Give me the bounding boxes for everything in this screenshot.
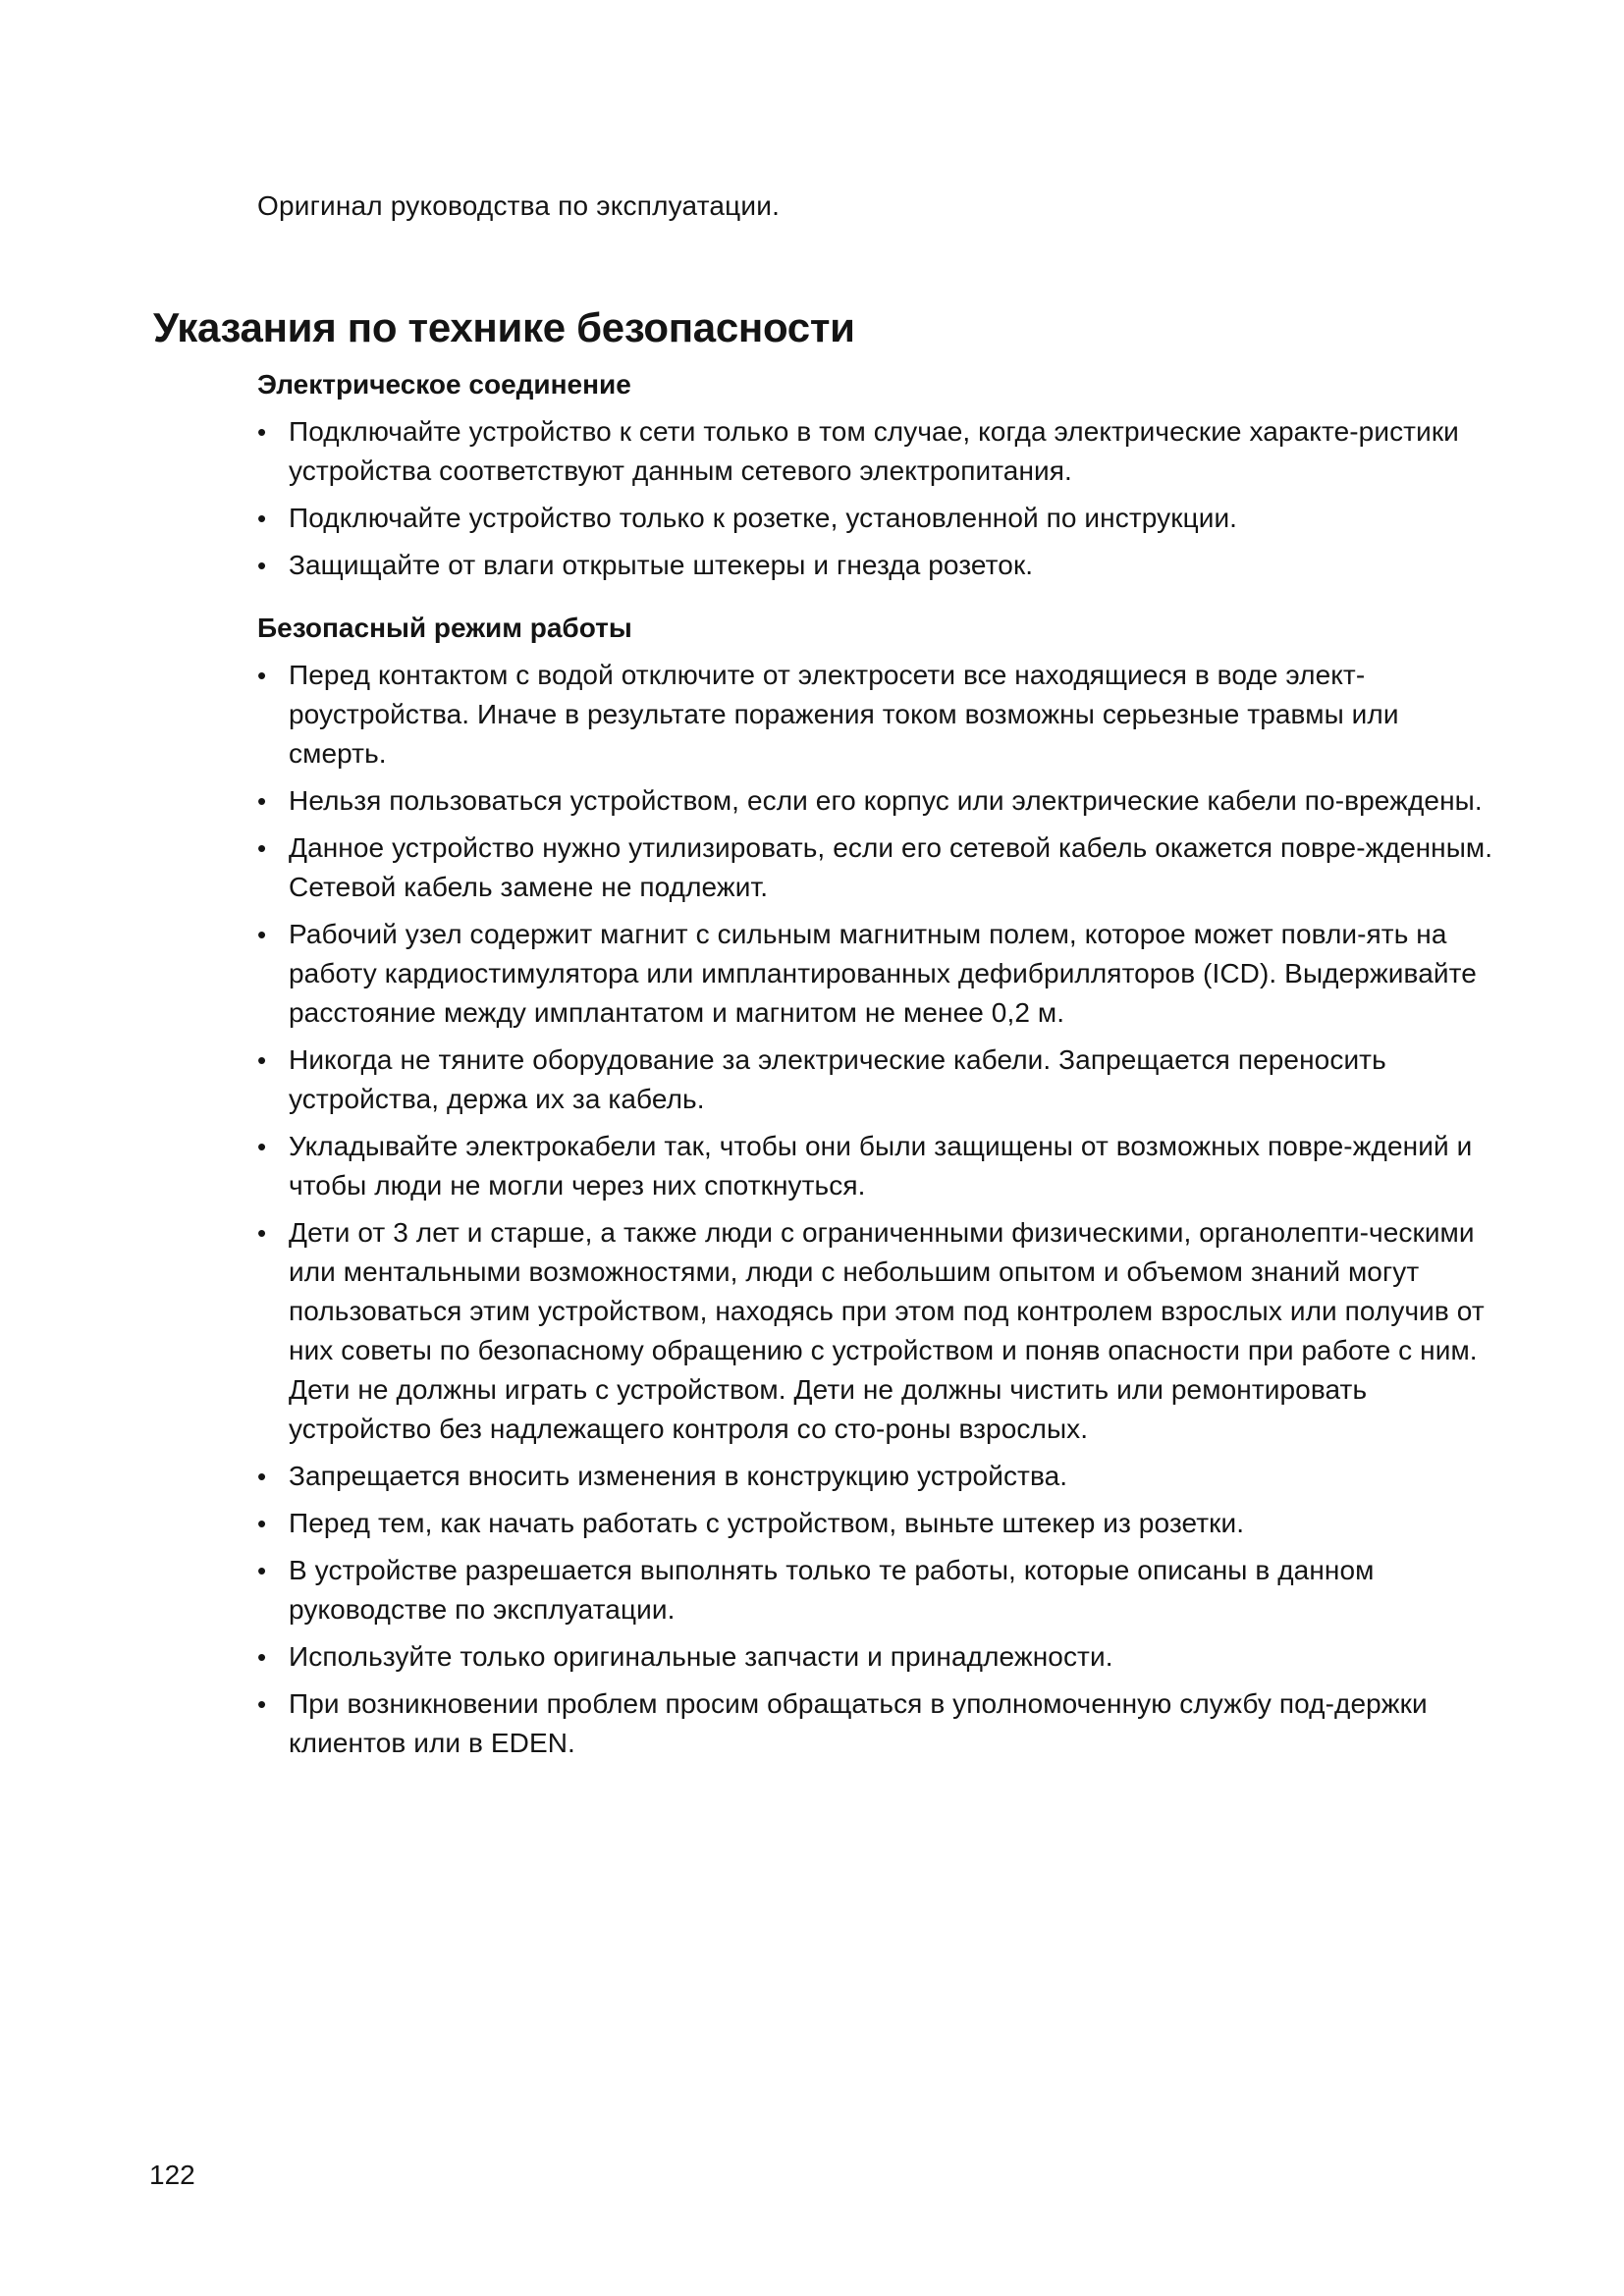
bullet-icon: •	[257, 1462, 267, 1491]
bullet-icon: •	[257, 1509, 267, 1538]
list-item	[257, 781, 1494, 821]
list-item	[257, 1504, 1494, 1543]
section-electrical-connection	[257, 365, 1494, 593]
bullet-icon: •	[257, 786, 267, 816]
bullet-icon: •	[257, 417, 267, 447]
list-item-text: Подключайте устройство к сети только в том случае, когда электрические характе-ристики устройства соответствуют данным сетевого электропитания.	[289, 416, 1459, 486]
section-title: Безопасный режим работы	[257, 613, 632, 643]
list-item-text: Укладывайте электрокабели так, чтобы они были защищены от возможных повре-ждений и чтобы люди не могли через них споткнуться.	[289, 1131, 1473, 1201]
bullet-icon: •	[257, 1132, 267, 1161]
list-item-text: Защищайте от влаги открытые штекеры и гнезда розеток.	[289, 550, 1034, 580]
bullet-icon: •	[257, 1556, 267, 1585]
list-item	[257, 1041, 1494, 1119]
bullet-list	[257, 656, 1494, 1763]
list-item	[257, 915, 1494, 1033]
list-item-text: Нельзя пользоваться устройством, если его корпус или электрические кабели по-вреждены.	[289, 785, 1483, 816]
bullet-icon: •	[257, 551, 267, 580]
list-item	[257, 499, 1494, 538]
page-title: Указания по технике безопасности	[153, 304, 855, 350]
list-item	[257, 1637, 1494, 1677]
intro-text: Оригинал руководства по эксплуатации.	[257, 190, 781, 221]
bullet-list	[257, 412, 1494, 585]
bullet-icon: •	[257, 920, 267, 949]
bullet-icon: •	[257, 1045, 267, 1075]
list-item	[257, 1684, 1494, 1763]
list-item	[257, 1127, 1494, 1205]
list-item-text: Используйте только оригинальные запчасти и принадлежности.	[289, 1641, 1113, 1672]
bullet-icon: •	[257, 504, 267, 533]
list-item-text: Запрещается вносить изменения в конструкцию устройства.	[289, 1461, 1068, 1491]
list-item	[257, 1457, 1494, 1496]
list-item-text: При возникновении проблем просим обращаться в уполномоченную службу под-держки клиентов или в EDEN.	[289, 1688, 1428, 1758]
section-title: Электрическое соединение	[257, 369, 631, 400]
list-item	[257, 1551, 1494, 1629]
list-item-text: В устройстве разрешается выполнять только те работы, которые описаны в данном руководстве по эксплуатации.	[289, 1555, 1375, 1625]
list-item	[257, 412, 1494, 491]
bullet-icon: •	[257, 1689, 267, 1719]
page-number: 122	[149, 2160, 195, 2190]
list-item	[257, 656, 1494, 774]
list-item	[257, 828, 1494, 907]
list-item-text: Рабочий узел содержит магнит с сильным магнитным полем, которое может повли-ять на работу кардиостимулятора или имплантированных дефибрилляторов (ICD). Выдерживайте расстояние между имплантатом и магнитом не менее 0,2 м.	[289, 919, 1477, 1028]
list-item-text: Перед тем, как начать работать с устройством, выньте штекер из розетки.	[289, 1508, 1245, 1538]
bullet-icon: •	[257, 833, 267, 863]
bullet-icon: •	[257, 1218, 267, 1248]
bullet-icon: •	[257, 1642, 267, 1672]
list-item-text: Подключайте устройство только к розетке, установленной по инструкции.	[289, 503, 1238, 533]
list-item	[257, 546, 1494, 585]
list-item-text: Дети от 3 лет и старше, а также люди с ограниченными физическими, органолепти-ческими или ментальными возможностями, люди с небольшим опытом и объемом знаний могут пользоваться этим устройством, находясь при этом под контролем взрослых или получив от них советы по безопасному обращению с устройством и поняв опасности при работе с ним. Дети не должны играть с устройством. Дети не должны чистить или ремонтировать устройство без надлежащего контроля со сто-роны взрослых.	[289, 1217, 1485, 1444]
list-item	[257, 1213, 1494, 1449]
list-item-text: Данное устройство нужно утилизировать, если его сетевой кабель окажется повре-жденным. Сетевой кабель замене не подлежит.	[289, 832, 1493, 902]
list-item-text: Перед контактом с водой отключите от электросети все находящиеся в воде элект-роустройства. Иначе в результате поражения током возможны серьезные травмы или смерть.	[289, 660, 1399, 769]
section-safe-operation	[257, 609, 1494, 1771]
list-item-text: Никогда не тяните оборудование за электрические кабели. Запрещается переносить устройства, держа их за кабель.	[289, 1044, 1386, 1114]
bullet-icon: •	[257, 661, 267, 690]
